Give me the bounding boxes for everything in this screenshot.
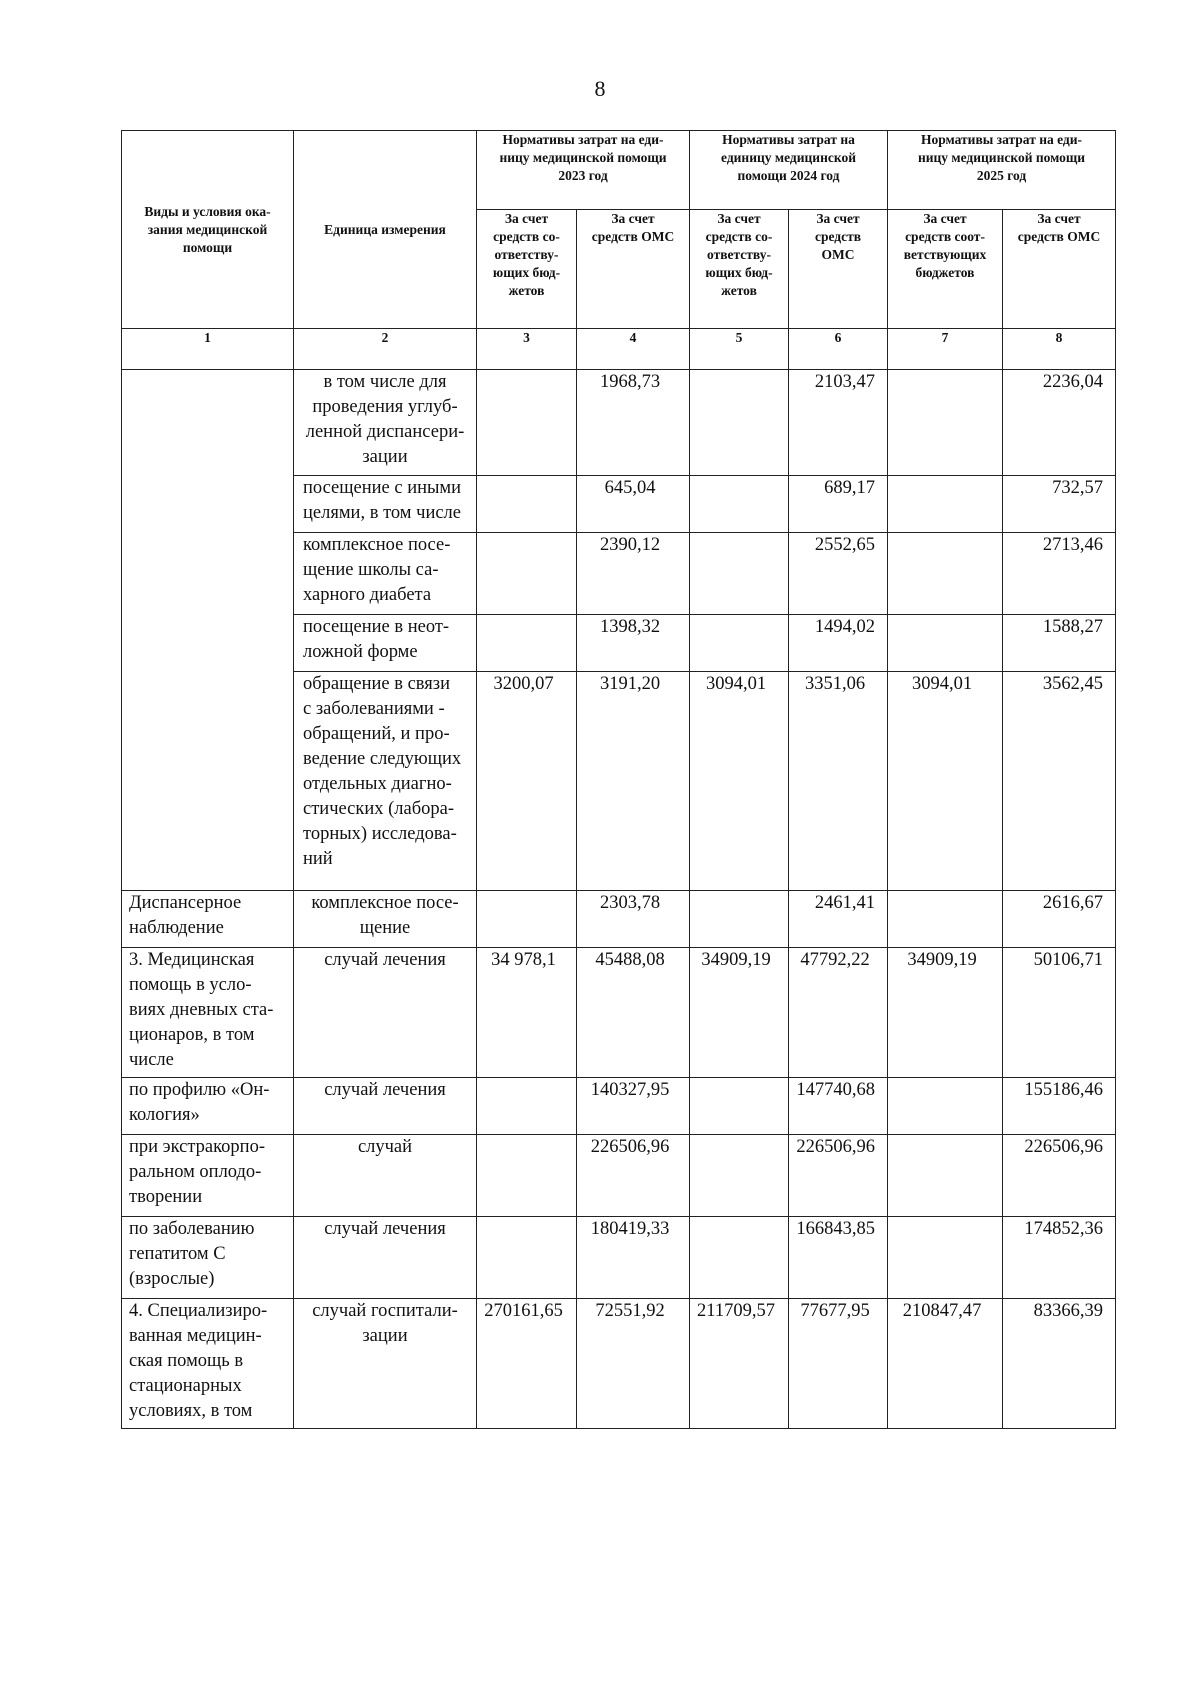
value-2023-budget [477,1078,577,1135]
value-2025-oms: 2236,04 [1003,370,1116,476]
table-row [122,891,1116,948]
value-2025-oms: 2616,67 [1003,891,1116,948]
value-2024-budget: 3094,01 [690,672,789,891]
value-2023-oms: 226506,96 [577,1135,690,1217]
col-number: 4 [577,329,690,370]
row-unit: случай [294,1135,477,1217]
value-2023-budget [477,1135,577,1217]
value-2024-oms: 689,17 [789,476,888,533]
header-2024-oms: За счет средств ОМС [789,210,888,329]
col-number: 7 [888,329,1003,370]
value-2023-budget: 3200,07 [477,672,577,891]
row-unit: посещение в неот- ложной форме [294,615,477,672]
value-2024-budget: 211709,57 [690,1299,789,1429]
value-2025-budget [888,1217,1003,1299]
value-2024-oms: 2461,41 [789,891,888,948]
value-2023-oms: 3191,20 [577,672,690,891]
value-2025-budget: 210847,47 [888,1299,1003,1429]
value-2025-oms: 83366,39 [1003,1299,1116,1429]
value-2025-budget [888,1135,1003,1217]
value-2025-budget [888,476,1003,533]
value-2025-budget [888,533,1003,615]
value-2025-oms: 1588,27 [1003,615,1116,672]
value-2023-budget [477,615,577,672]
header-2023-budget: За счет средств со- ответству- ющих бюд- жетов [477,210,577,329]
row-kind: 3. Медицинская помощь в усло- виях дневных ста- ционаров, в том числе [122,948,294,1078]
value-2025-oms: 3562,45 [1003,672,1116,891]
value-2025-budget: 3094,01 [888,672,1003,891]
value-2025-oms: 226506,96 [1003,1135,1116,1217]
header-2025-budget: За счет средств соот- ветствующих бюджетов [888,210,1003,329]
row-unit: посещение с иными целями, в том числе [294,476,477,533]
col-number: 2 [294,329,477,370]
value-2023-budget [477,533,577,615]
value-2023-budget [477,370,577,476]
col-number: 3 [477,329,577,370]
table-row [122,1135,1116,1217]
value-2023-oms: 1968,73 [577,370,690,476]
value-2024-oms: 147740,68 [789,1078,888,1135]
value-2023-budget: 34 978,1 [477,948,577,1078]
value-2025-budget [888,615,1003,672]
table-row [122,1078,1116,1135]
value-2024-oms: 3351,06 [789,672,888,891]
value-2024-oms: 1494,02 [789,615,888,672]
row-unit: в том числе для проведения углуб- ленной диспансери- зации [294,370,477,476]
row-unit: комплексное посе- щение школы са- харного диабета [294,533,477,615]
value-2024-budget [690,1078,789,1135]
value-2025-budget: 34909,19 [888,948,1003,1078]
value-2025-oms: 732,57 [1003,476,1116,533]
value-2024-budget [690,476,789,533]
row-unit: комплексное посе- щение [294,891,477,948]
value-2024-oms: 166843,85 [789,1217,888,1299]
row-unit: случай госпитали- зации [294,1299,477,1429]
value-2023-budget [477,476,577,533]
value-2023-budget [477,1217,577,1299]
value-2023-oms: 140327,95 [577,1078,690,1135]
value-2023-oms: 45488,08 [577,948,690,1078]
value-2023-oms: 645,04 [577,476,690,533]
row-kind: по профилю «Он- кология» [122,1078,294,1135]
value-2024-budget [690,1217,789,1299]
table-row [122,370,1116,476]
value-2025-budget [888,891,1003,948]
value-2024-oms: 2103,47 [789,370,888,476]
value-2024-oms: 2552,65 [789,533,888,615]
header-group-2025: Нормативы затрат на еди- ницу медицинской помощи 2025 год [888,131,1116,210]
value-2024-budget: 34909,19 [690,948,789,1078]
value-2024-oms: 226506,96 [789,1135,888,1217]
table-row [122,948,1116,1078]
table-row [122,1299,1116,1429]
value-2023-oms: 2390,12 [577,533,690,615]
col-number: 8 [1003,329,1116,370]
value-2024-budget [690,891,789,948]
header-2024-budget: За счет средств со- ответству- ющих бюд- жетов [690,210,789,329]
row-unit: случай лечения [294,1078,477,1135]
value-2024-budget [690,533,789,615]
row-kind [122,370,294,891]
table-row [122,1217,1116,1299]
value-2023-budget [477,891,577,948]
row-unit: обращение в связи с заболеваниями - обращений, и про- ведение следующих отдельных диагно- стических (лабора- торных) исследова- ний [294,672,477,891]
value-2023-oms: 72551,92 [577,1299,690,1429]
value-2024-budget [690,370,789,476]
header-row-numbers [122,329,1116,370]
value-2025-oms: 2713,46 [1003,533,1116,615]
value-2025-budget [888,1078,1003,1135]
header-kind: Виды и условия ока- зания медицинской помощи [122,131,294,329]
value-2023-budget: 270161,65 [477,1299,577,1429]
header-unit: Единица измерения [294,131,477,329]
header-2025-oms: За счет средств ОМС [1003,210,1116,329]
row-unit: случай лечения [294,1217,477,1299]
col-number: 6 [789,329,888,370]
header-2023-oms: За счет средств ОМС [577,210,690,329]
value-2025-budget [888,370,1003,476]
value-2023-oms: 2303,78 [577,891,690,948]
value-2025-oms: 50106,71 [1003,948,1116,1078]
value-2024-budget [690,1135,789,1217]
col-number: 5 [690,329,789,370]
value-2023-oms: 180419,33 [577,1217,690,1299]
value-2023-oms: 1398,32 [577,615,690,672]
value-2024-oms: 77677,95 [789,1299,888,1429]
row-kind: при экстракорпо- ральном оплодо- творении [122,1135,294,1217]
header-group-2023: Нормативы затрат на еди- ницу медицинской помощи 2023 год [477,131,690,210]
row-kind: Диспансерное наблюдение [122,891,294,948]
row-unit: случай лечения [294,948,477,1078]
value-2024-budget [690,615,789,672]
value-2025-oms: 155186,46 [1003,1078,1116,1135]
row-kind: по заболеванию гепатитом С (взрослые) [122,1217,294,1299]
header-row-groups [122,131,1116,210]
value-2024-oms: 47792,22 [789,948,888,1078]
value-2025-oms: 174852,36 [1003,1217,1116,1299]
header-group-2024: Нормативы затрат на единицу медицинской помощи 2024 год [690,131,888,210]
cost-norms-table [121,130,1116,1429]
col-number: 1 [122,329,294,370]
row-kind: 4. Специализиро- ванная медицин- ская помощь в стационарных условиях, в том [122,1299,294,1429]
page-number: 8 [594,76,606,101]
